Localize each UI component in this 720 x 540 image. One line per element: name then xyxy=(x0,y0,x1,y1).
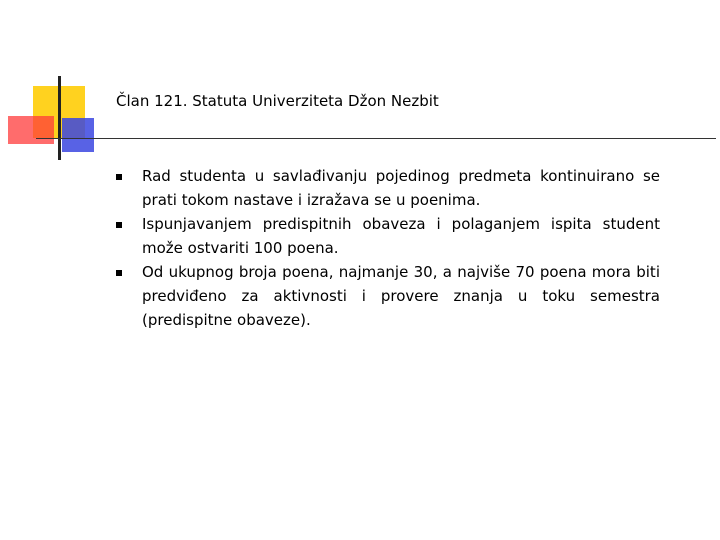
bullet-item xyxy=(116,164,660,212)
decor-blue-square xyxy=(62,118,94,152)
title-underline xyxy=(36,138,716,139)
bullet-text: Od ukupnog broja poena, najmanje 30, a najviše 70 poena mora biti predviđeno za aktivnosti i provere znanja u toku semestra (predispitne obaveze). xyxy=(142,263,660,329)
square-bullet-icon xyxy=(116,174,122,180)
bullet-item xyxy=(116,260,660,332)
decor-red-square xyxy=(8,116,54,144)
bullet-list xyxy=(116,164,660,332)
bullet-text: Rad studenta u savlađivanju pojedinog predmeta kontinuirano se prati tokom nastave i izražava se u poenima. xyxy=(142,167,660,209)
decor-vertical-line xyxy=(58,76,61,160)
bullet-item xyxy=(116,212,660,260)
bullet-text: Ispunjavanjem predispitnih obaveza i polaganjem ispita student može ostvariti 100 poena. xyxy=(142,215,660,257)
square-bullet-icon xyxy=(116,222,122,228)
square-bullet-icon xyxy=(116,270,122,276)
slide-title: Član 121. Statuta Univerziteta Džon Nezbit xyxy=(116,92,439,110)
